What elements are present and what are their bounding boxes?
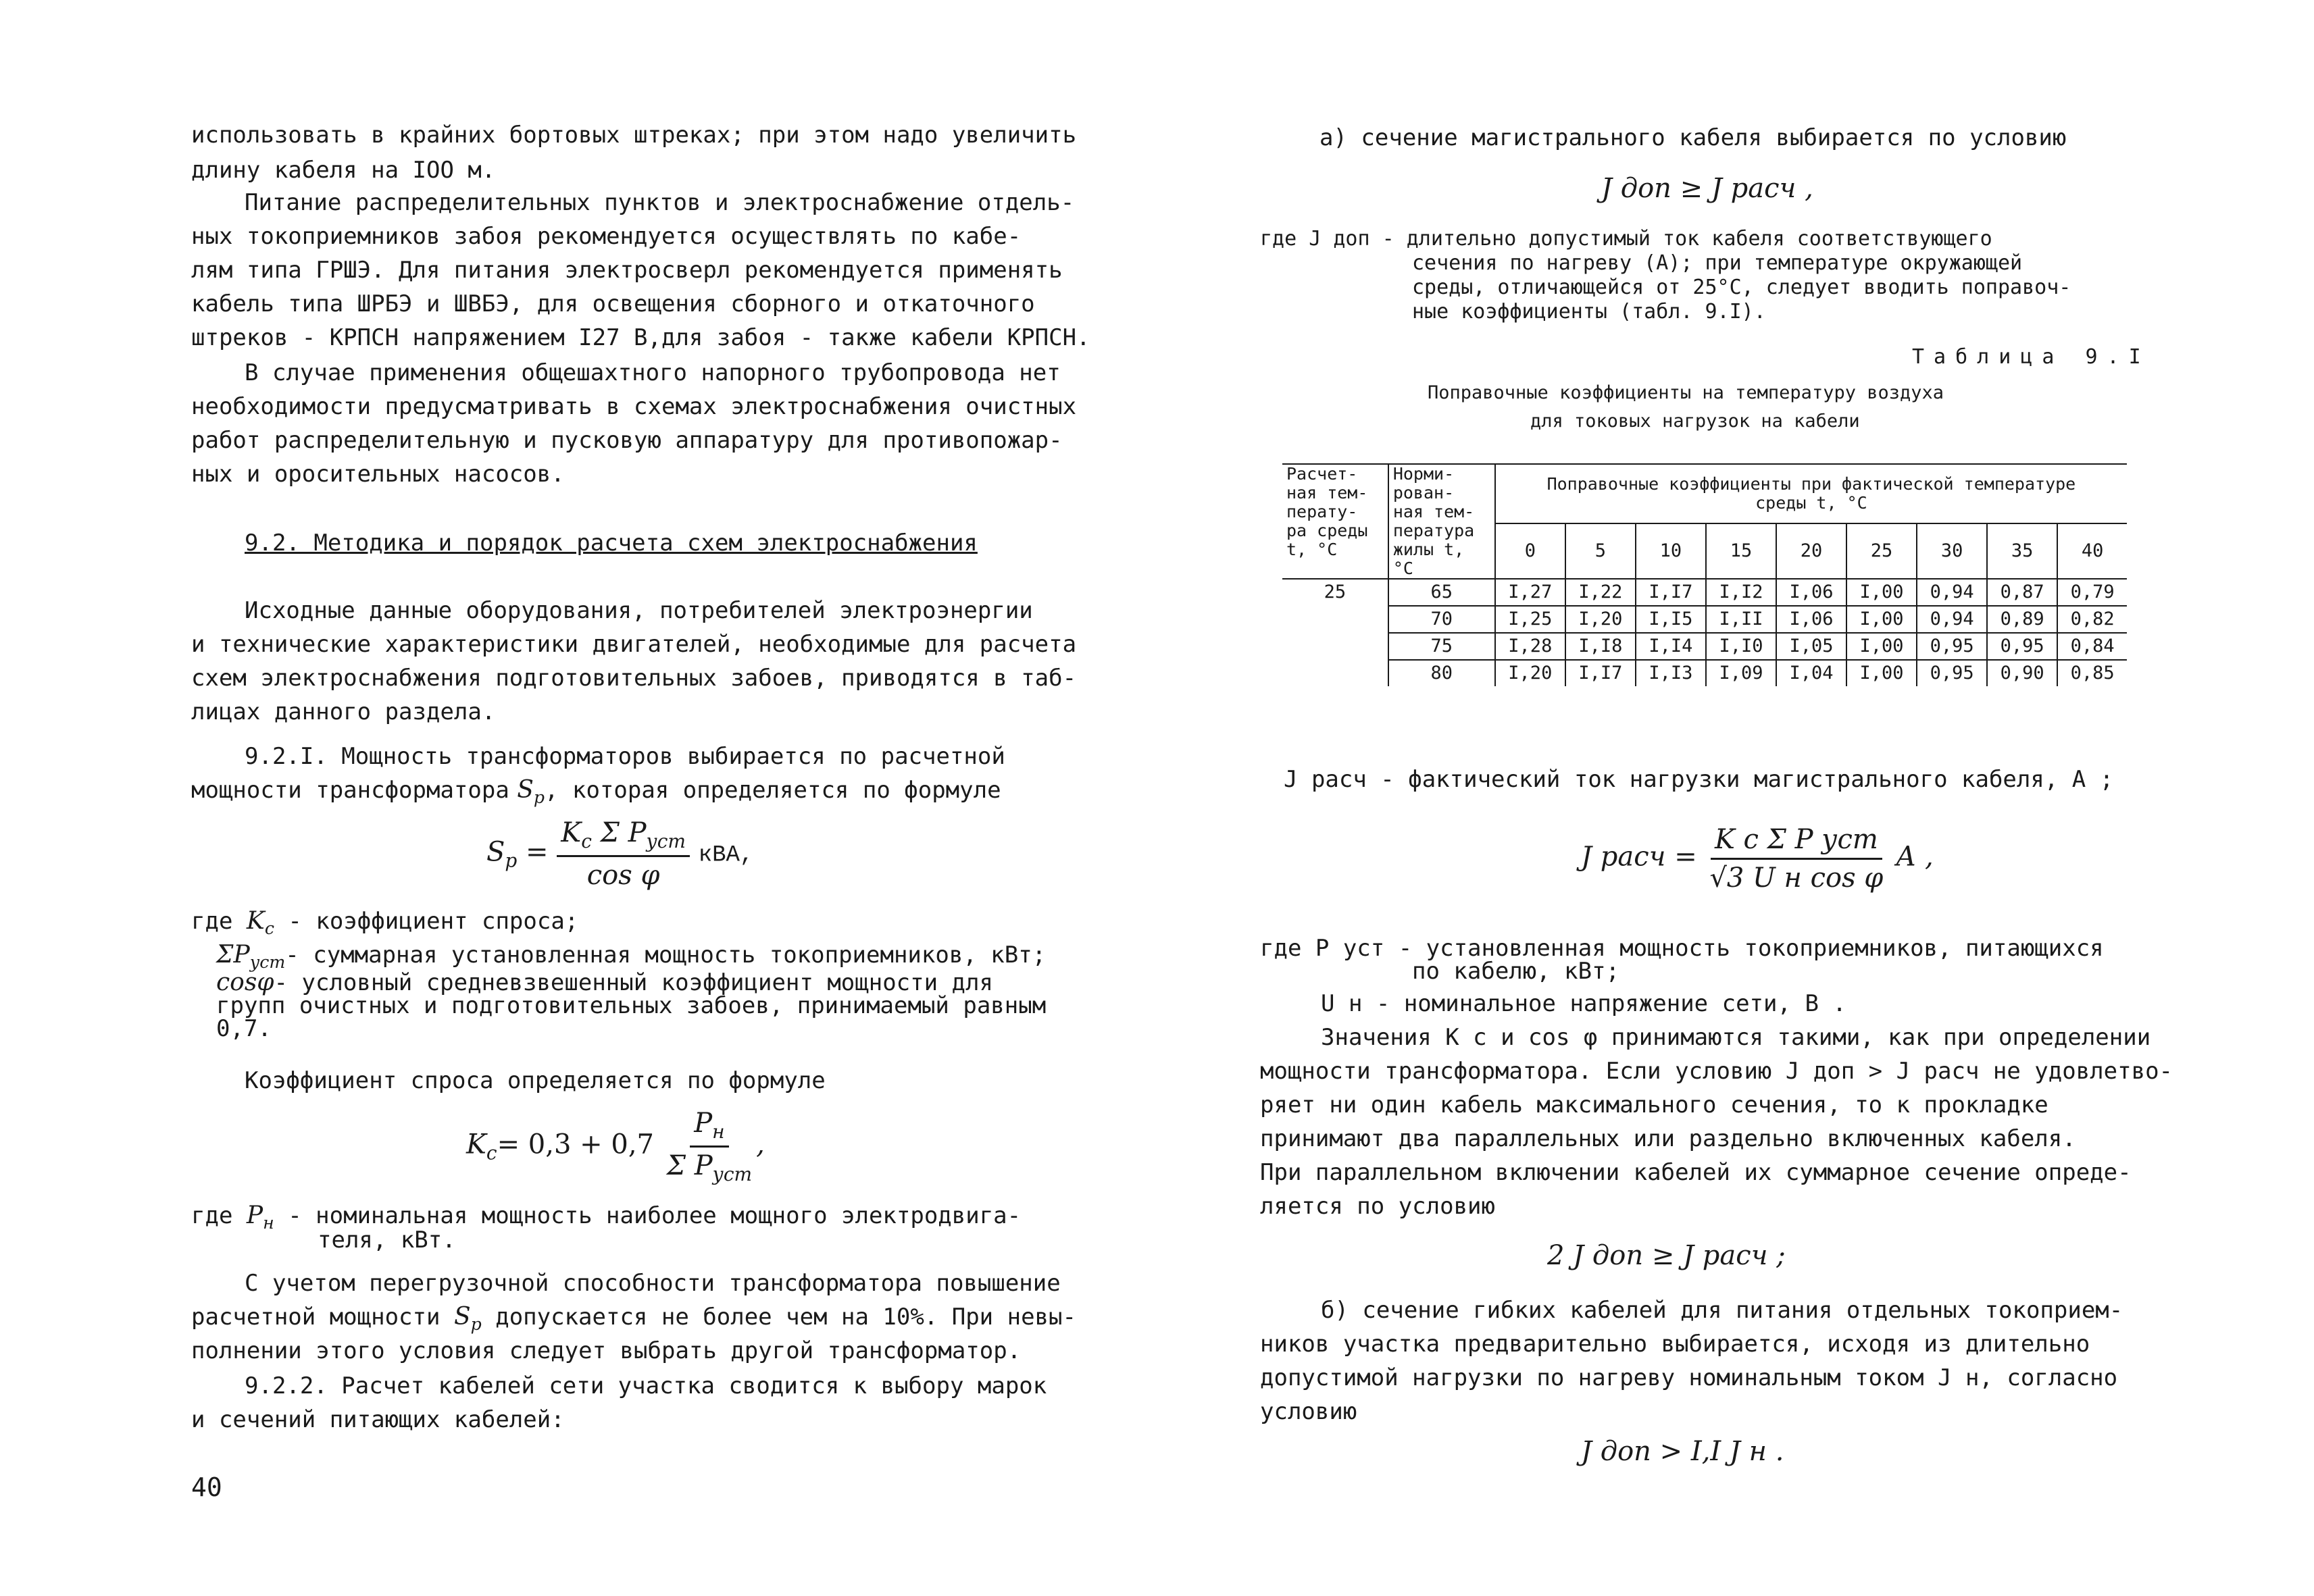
val-cell: I,05 (1776, 633, 1846, 660)
w1-sym0: K (246, 907, 265, 935)
p3-line-4: ных и оросительных насосов. (191, 461, 565, 488)
f1-unit: кВА, (698, 842, 754, 869)
w2-sym-sub: н (263, 1213, 274, 1233)
w1-sym1-sub: уст (249, 952, 286, 973)
p1-line-1: использовать в крайних бортовых штреках; при этом надо увеличить (191, 122, 1077, 149)
table-title-2: для токовых нагрузок на кабели (1530, 411, 1860, 432)
val-cell: I,00 (1846, 633, 1917, 660)
w1-text1: - суммарная установленная мощность токоприемников, кВт; (285, 942, 1047, 969)
f2-lhs-sub: c (486, 1141, 497, 1164)
val-cell: I,00 (1846, 606, 1917, 633)
val-cell: 0,79 (2057, 579, 2127, 606)
val-cell: I,I0 (1706, 633, 1776, 660)
val-cell: 0,84 (2057, 633, 2127, 660)
f4-lhs: J расч = (1581, 841, 1697, 873)
val-cell: I,I7 (1636, 579, 1706, 606)
temp-cell: 20 (1776, 523, 1846, 579)
w2-text: - номинальная мощность наиболее мощного электродвига- (288, 1202, 1022, 1229)
val-cell: 0,85 (2057, 660, 2127, 686)
f2-lhs: K (466, 1129, 486, 1160)
val-cell: I,00 (1846, 579, 1917, 606)
p4-line-4: лицах данного раздела. (191, 698, 496, 725)
p7-l2-b: допускается не более чем на 10%. При невы- (495, 1304, 1076, 1331)
where2-row-1 (191, 1200, 1021, 1239)
w1-text0: - коэффициент спроса; (288, 908, 579, 935)
temp-cell: 25 (1846, 523, 1917, 579)
val-cell: I,I8 (1565, 633, 1636, 660)
norm-cell: 80 (1388, 660, 1495, 686)
formula-flex: J доп > I,I J н . (1581, 1436, 1784, 1467)
val-cell: 0,95 (1917, 633, 1987, 660)
th-env-temp: Расчет- ная тем- перату- ра среды t, °С (1282, 464, 1388, 579)
where2-word: где (191, 1202, 233, 1229)
temp-cell: 30 (1917, 523, 1987, 579)
val-cell: I,09 (1706, 660, 1776, 686)
table-row (1282, 606, 2127, 633)
p7-line-1: С учетом перегрузочной способности трансформатора повышение (245, 1270, 1061, 1297)
p6: Коэффициент спроса определяется по формуле (245, 1067, 826, 1094)
temp-cell: 10 (1636, 523, 1706, 579)
env-cell: 25 (1282, 579, 1388, 686)
f4-den: √3 U н cos φ (1709, 863, 1884, 894)
formula-jdop-jrasch: J доп ≥ J расч , (1601, 173, 1813, 204)
f2-num: P (694, 1108, 713, 1139)
f1-num2: Σ P (591, 817, 647, 848)
f1-num-sub: c (581, 830, 592, 852)
val-cell: I,I3 (1636, 660, 1706, 686)
where4-line-1: где P уст - установленная мощность токоприемников, питающихся (1260, 935, 2104, 962)
val-cell: I,20 (1495, 660, 1565, 686)
val-cell: I,06 (1776, 606, 1846, 633)
w1-text2: - условный средневзвешенный коэффициент мощности для групп очистных и подготовительных забоев, принимаемый равным 0,7. (216, 969, 1047, 1042)
p1-line-2: длину кабеля на IOO м. (191, 157, 496, 184)
p9-line-1: Значения K c и cos φ принимаются такими, как при определении (1321, 1024, 2151, 1051)
val-cell: 0,94 (1917, 579, 1987, 606)
p7-line-3: полнении этого условия следует выбрать другой трансформатор. (191, 1337, 1022, 1364)
norm-cell: 75 (1388, 633, 1495, 660)
f2-den: Σ P (666, 1150, 713, 1181)
val-cell: I,27 (1495, 579, 1565, 606)
f4-num: K c Σ P уст (1711, 824, 1882, 860)
p2-line-3: лям типа ГРШЭ. Для питания электросверл рекомендуется применять (191, 257, 1063, 284)
norm-cell: 70 (1388, 606, 1495, 633)
table-row (1282, 633, 2127, 660)
f2-rhs: = 0,3 + 0,7 (497, 1129, 654, 1160)
a-line: а) сечение магистрального кабеля выбирается по условию (1319, 124, 2067, 151)
f2-fraction (663, 1108, 756, 1185)
p9-line-4: принимают два параллельных или раздельно включенных кабеля. (1260, 1125, 2076, 1152)
val-cell: I,25 (1495, 606, 1565, 633)
f1-den: cos φ (586, 860, 660, 891)
where4-line-3: U н - номинальное напряжение сети, В . (1321, 990, 1846, 1017)
norm-cell: 65 (1388, 579, 1495, 606)
p2-line-2: ных токоприемников забоя рекомендуется осуществлять по кабе- (191, 223, 1022, 250)
th-coeffs: Поправочные коэффициенты при фактической температуре среды t, °С (1495, 464, 2127, 523)
where1-row-3 (216, 971, 1074, 1040)
p9-line-6: ляется по условию (1260, 1193, 1495, 1220)
w1-sym2: cosφ (216, 969, 274, 996)
val-cell: 0,94 (1917, 606, 1987, 633)
val-cell: I,00 (1846, 660, 1917, 686)
p2-line-4: кабель типа ШРБЭ и ШВБЭ, для освещения сборного и откаточного (191, 290, 1035, 317)
f2-num-sub: н (712, 1121, 725, 1143)
p8-line-2: и сечений питающих кабелей: (191, 1406, 565, 1433)
val-cell: I,20 (1565, 606, 1636, 633)
where1-sym-2 (216, 941, 286, 973)
where2-sym (246, 1202, 274, 1233)
p3-line-3: работ распределительную и пусковую аппаратуру для противопожар- (191, 427, 1063, 454)
p4-line-1: Исходные данные оборудования, потребителей электроэнергии (245, 597, 1033, 624)
p9-line-5: При параллельном включении кабелей их суммарное сечение опреде- (1260, 1159, 2132, 1186)
p4-line-3: схем электроснабжения подготовительных забоев, приводятся в таб- (191, 665, 1077, 692)
val-cell: I,II (1706, 606, 1776, 633)
val-cell: I,04 (1776, 660, 1846, 686)
p10-line-1: б) сечение гибких кабелей для питания отдельных токоприем- (1321, 1297, 2123, 1324)
val-cell: I,I5 (1636, 606, 1706, 633)
f1-lhs: S (486, 836, 505, 868)
where1-sym-1 (246, 907, 274, 939)
temp-cell: 35 (1987, 523, 2057, 579)
table-title-1: Поправочные коэффициенты на температуру воздуха (1428, 382, 1944, 403)
p5-line-2-start: мощности трансформатора (191, 777, 509, 804)
f4-fraction (1705, 824, 1887, 894)
sp-symbol: $S_p$ (509, 776, 545, 808)
p2-line-5: штреков - КРПСН напряжением I27 В,для забоя - также кабели КРПСН. (191, 324, 1090, 351)
p2-line-1: Питание распределительных пунктов и электроснабжение отдель- (245, 189, 1075, 216)
p5-tail: , которая определяется по формуле (545, 777, 1001, 804)
where3-line-1: где J доп - длительно допустимый ток кабеля соответствующего (1260, 227, 1992, 251)
where3-line-2: сечения по нагреву (А); при температуре окружающей (1412, 251, 2023, 275)
f1-lhs-sub: p (505, 849, 518, 872)
val-cell: I,I4 (1636, 633, 1706, 660)
f1-num: K (561, 817, 582, 848)
section-title: 9.2. Методика и порядок расчета схем электроснабжения (245, 530, 978, 557)
where2-row-2: теля, кВт. (318, 1227, 456, 1254)
formula-jrasch (1581, 824, 1934, 894)
where-word: где (191, 908, 233, 935)
formula-parallel: 2 J доп ≥ J расч ; (1547, 1240, 1786, 1271)
p3-line-1: В случае применения общешахтного напорного трубопровода нет (245, 359, 1061, 386)
p10-line-2: ников участка предварительно выбирается, исходя из длительно (1260, 1331, 2090, 1358)
table-row (1282, 579, 2127, 606)
f2-den-sub: уст (712, 1163, 753, 1185)
page-number: 40 (191, 1472, 222, 1502)
table-label: Таблица 9.I (1912, 345, 2150, 369)
w1-sym0-sub: c (264, 919, 274, 939)
val-cell: 0,95 (1917, 660, 1987, 686)
temp-cell: 15 (1706, 523, 1776, 579)
val-cell: I,06 (1776, 579, 1846, 606)
p9-line-3: ряет ни один кабель максимального сечения, то к прокладке (1260, 1091, 2048, 1118)
w1-sym1: ΣP (216, 941, 250, 969)
p8-line-1: 9.2.2. Расчет кабелей сети участка сводится к выбору марок (245, 1372, 1047, 1399)
p5-line-2 (191, 774, 1001, 814)
table-row (1282, 660, 2127, 686)
th-norm-temp: Норми- рован- ная тем- пература жилы t, °С (1388, 464, 1495, 579)
jrasch-definition: J расч - фактический ток нагрузки магистрального кабеля, А ; (1284, 766, 2114, 793)
where3-line-3: среды, отличающейся от 25°С, следует вводить поправоч- (1412, 276, 2071, 299)
formula-sp: $S_p$ = $\frac{K_c \Sigma P_{уст}}{\text{cos φ}}$ кВА, (486, 817, 754, 891)
f2-tail: , (756, 1129, 765, 1160)
p9-line-2: мощности трансформатора. Если условию J доп > J расч не удовлетво- (1260, 1058, 2173, 1085)
p7-l2-a: расчетной мощности (191, 1304, 441, 1331)
val-cell: 0,87 (1987, 579, 2057, 606)
f4-tail: А , (1896, 841, 1934, 873)
val-cell: 0,89 (1987, 606, 2057, 633)
p5-line-1: 9.2.I. Мощность трансформаторов выбирается по расчетной (245, 743, 1005, 770)
where3-line-4: ные коэффициенты (табл. 9.I). (1412, 300, 1766, 324)
temp-cell: 40 (2057, 523, 2127, 579)
table-header-row (1282, 464, 2127, 523)
p10-line-4: условию (1260, 1398, 1357, 1425)
val-cell: 0,90 (1987, 660, 2057, 686)
f1-num2-sub: уст (646, 830, 686, 852)
val-cell: I,22 (1565, 579, 1636, 606)
p3-line-2: необходимости предусматривать в схемах электроснабжения очистных (191, 393, 1077, 420)
p4-line-2: и технические характеристики двигателей, необходимые для расчета (191, 631, 1077, 658)
temp-cell: 0 (1495, 523, 1565, 579)
temp-cell: 5 (1565, 523, 1636, 579)
f1-fraction (557, 817, 690, 891)
val-cell: I,I2 (1706, 579, 1776, 606)
w2-sym: P (246, 1202, 263, 1229)
p10-line-3: допустимой нагрузки по нагреву номинальным током J н, согласно (1260, 1364, 2118, 1391)
val-cell: I,I7 (1565, 660, 1636, 686)
where4-line-2: по кабелю, кВт; (1412, 958, 1620, 985)
val-cell: 0,95 (1987, 633, 2057, 660)
p7-sp: $S_p$ (453, 1303, 482, 1335)
val-cell: I,28 (1495, 633, 1565, 660)
val-cell: 0,82 (2057, 606, 2127, 633)
formula-kc (466, 1108, 765, 1185)
correction-table (1282, 463, 2127, 686)
